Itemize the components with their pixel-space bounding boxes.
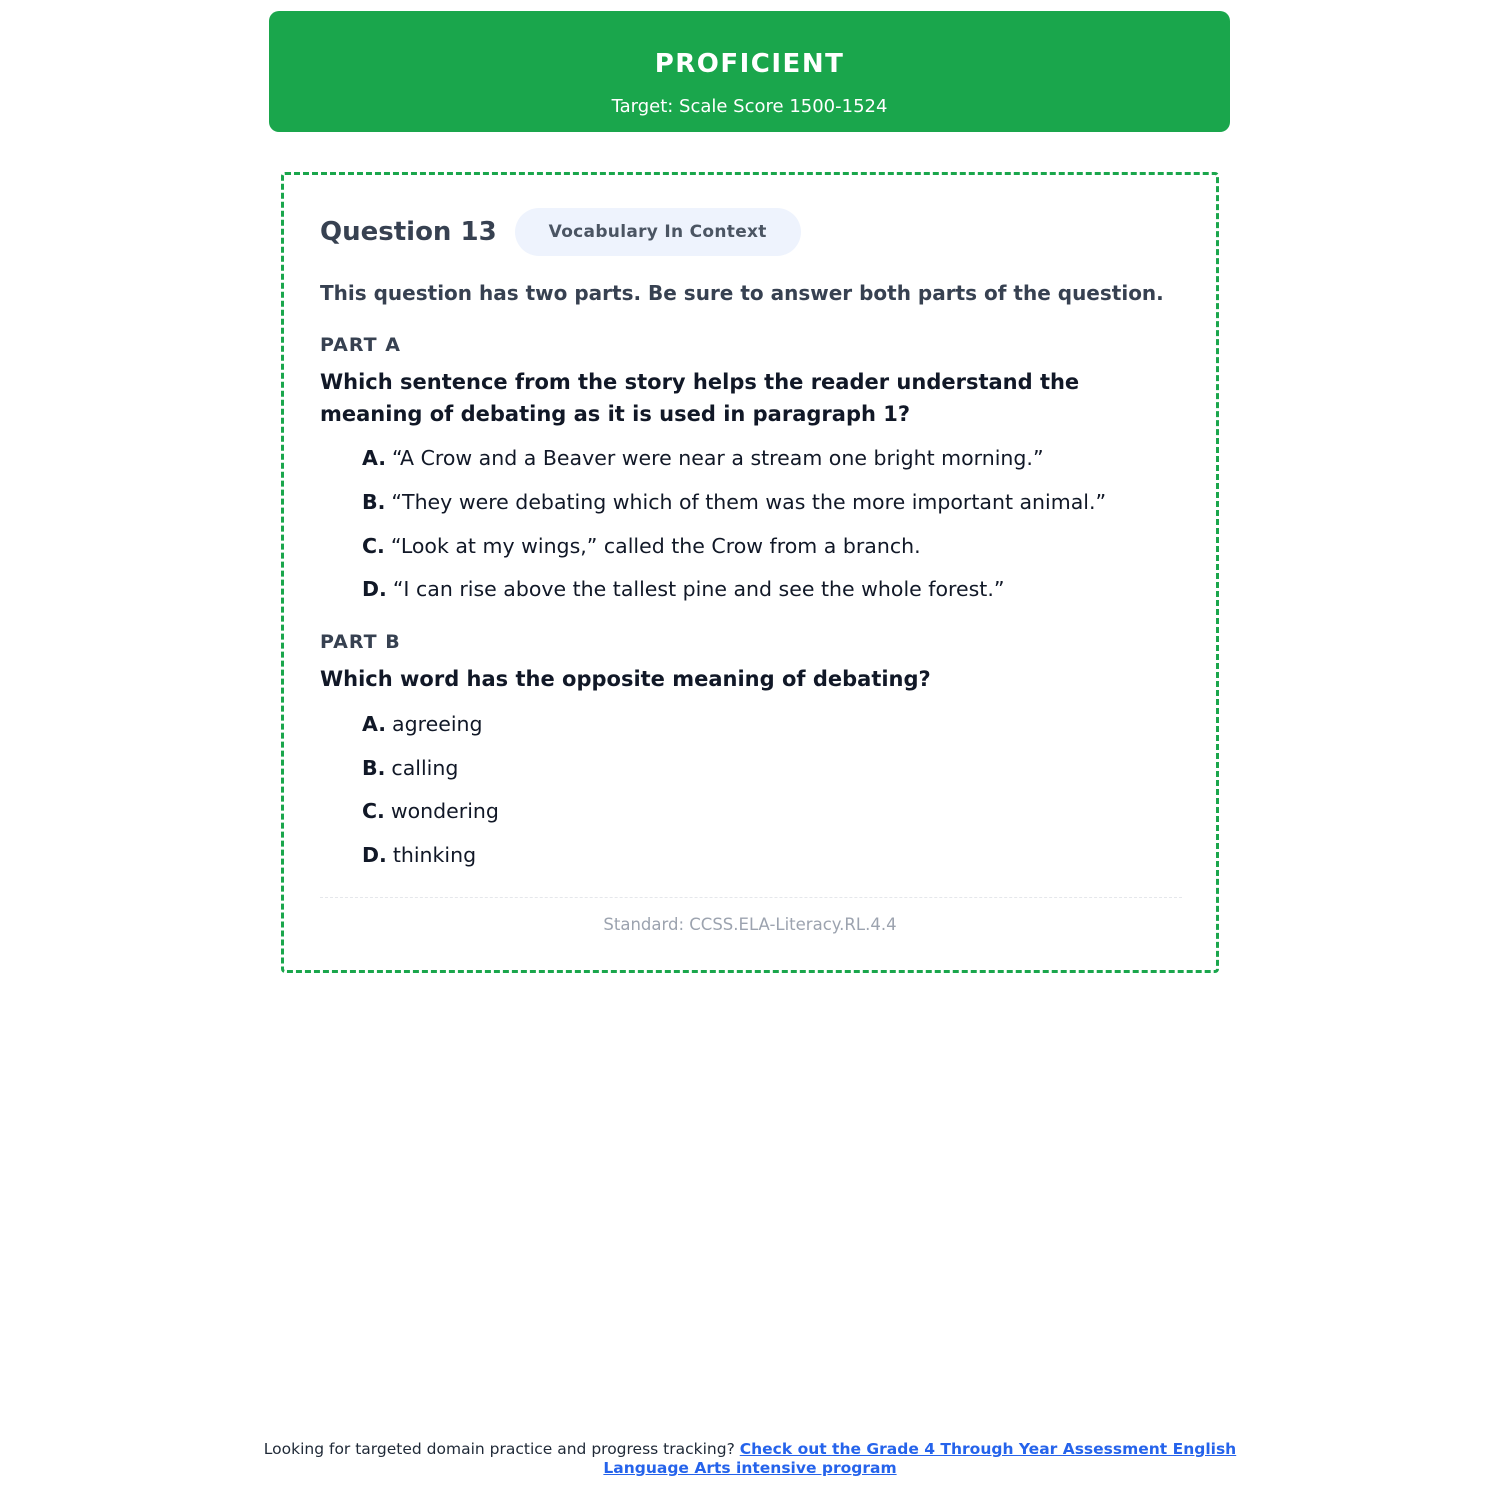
part-b-label: PART B [320, 631, 401, 653]
footer [250, 1440, 1250, 1478]
part-a-prompt: Which sentence from the story helps the reader understand the meaning of debating as it is used in paragraph 1? [320, 370, 1080, 426]
option-text: “They were debating which of them was the more important animal.” [391, 490, 1107, 514]
footer-text: Looking for targeted domain practice and progress tracking? [263, 1440, 735, 1458]
question-title: Question 13 [320, 217, 497, 247]
option-letter: D. [362, 577, 387, 601]
part-b-option-b[interactable] [362, 753, 458, 783]
option-text: “I can rise above the tallest pine and see the whole forest.” [392, 577, 1005, 601]
proficiency-banner [269, 11, 1230, 132]
option-letter: C. [362, 799, 385, 823]
part-a-option-b[interactable] [362, 487, 1106, 517]
option-letter: C. [362, 534, 385, 558]
option-letter: A. [362, 446, 387, 470]
card-divider [320, 897, 1182, 898]
banner-title: PROFICIENT [654, 49, 845, 79]
option-letter: A. [362, 712, 387, 736]
part-a-option-c[interactable] [362, 531, 921, 561]
option-letter: B. [362, 490, 386, 514]
part-b-prompt: Which word has the opposite meaning of debating? [320, 667, 931, 691]
category-badge: Vocabulary In Context [515, 208, 801, 256]
part-a-option-a[interactable] [362, 443, 1044, 473]
option-letter: D. [362, 843, 387, 867]
option-text: “Look at my wings,” called the Crow from a branch. [390, 534, 921, 558]
part-a-label: PART A [320, 334, 401, 356]
question-instructions: This question has two parts. Be sure to answer both parts of the question. [320, 281, 1164, 305]
option-text: calling [391, 756, 459, 780]
option-text: thinking [392, 843, 477, 867]
option-text: wondering [390, 799, 499, 823]
option-text: “A Crow and a Beaver were near a stream one bright morning.” [392, 446, 1044, 470]
part-b-option-d[interactable] [362, 840, 476, 870]
question-header [320, 207, 801, 257]
banner-subtitle: Target: Scale Score 1500-1524 [611, 96, 888, 117]
part-a-option-d[interactable] [362, 574, 1004, 604]
part-b-option-c[interactable] [362, 796, 499, 826]
part-b-option-a[interactable] [362, 709, 483, 739]
standard-label: Standard: CCSS.ELA-Literacy.RL.4.4 [603, 915, 897, 934]
option-letter: B. [362, 756, 386, 780]
option-text: agreeing [392, 712, 483, 736]
question-card [281, 172, 1219, 973]
program-link[interactable]: Check out the Grade 4 Through Year Assessment English Language Arts intensive program [603, 1440, 1237, 1477]
